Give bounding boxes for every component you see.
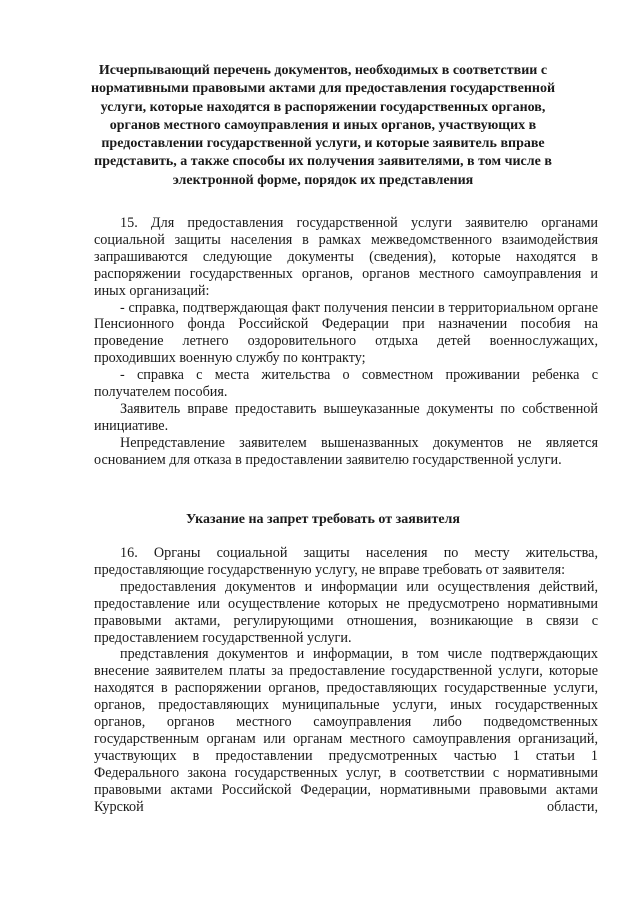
paragraph-prohibited-documents: представления документов и информации, в том числе подтверждающих внесение заявителем платы за предоставление государственной услуги, которые находятся в распоряжении органов, предоставляющих государственные услуги, органов, предоставляющих муниципальные услуги, иных государственных органов, органов местного самоуправления либо подведомственных государственным органам или органам местного самоуправления организаций, участвующих в предоставлении предусмотренных частью 1 статьи 1 Федерального закона государственных услуг, в соответствии с нормативными правовыми актами Российской Федерации, нормативными правовыми актами Курской области, xyxy=(94,646,598,815)
paragraph-non-submission: Непредставление заявителем вышеназванных документов не является основанием для отказа в предоставлении заявителю государственной услуги. xyxy=(94,434,598,468)
list-item-pension-certificate: - справка, подтверждающая факт получения пенсии в территориальном органе Пенсионного фонда Российской Федерации при назначении пособия на проведение летнего оздоровительного отдыха детей военнослужащих, проходивших военную службу по контракту; xyxy=(94,299,598,367)
list-item-residence-certificate: - справка с места жительства о совместном проживании ребенка с получателем пособия. xyxy=(94,367,598,401)
section-heading-prohibition: Указание на запрет требовать от заявителя xyxy=(186,512,460,527)
paragraph-15: 15. Для предоставления государственной услуги заявителю органами социальной защиты населения в рамках межведомственного взаимодействия запрашиваются следующие документы (сведения), которые находятся в распоряжении государственных органов, органов местного самоуправления и иных организаций: xyxy=(94,215,598,299)
paragraph-16: 16. Органы социальной защиты населения по месту жительства, предоставляющие государственную услугу, не вправе требовать от заявителя: xyxy=(94,545,598,578)
section-heading-documents-list: Исчерпывающий перечень документов, необходимых в соответствии с нормативными правовыми актами для предоставления государственной услуги, которые находятся в распоряжении государственных органов, органов местного самоуправления и иных органов, участвующих в предоставлении государственной услуги, и которые заявитель вправе представить, а также способы их получения заявителями, в том числе в электронной форме, порядок их представления xyxy=(90,63,556,188)
paragraph-own-initiative: Заявитель вправе предоставить вышеуказанные документы по собственной инициативе. xyxy=(94,400,598,434)
section-body-prohibition xyxy=(94,545,598,816)
section-body-documents xyxy=(94,215,598,469)
paragraph-prohibited-actions: предоставления документов и информации или осуществления действий, предоставление или осуществление которых не предусмотрено нормативными правовыми актами, регулирующими отношения, возникающие в связи с предоставлением государственной услуги. xyxy=(94,578,598,646)
